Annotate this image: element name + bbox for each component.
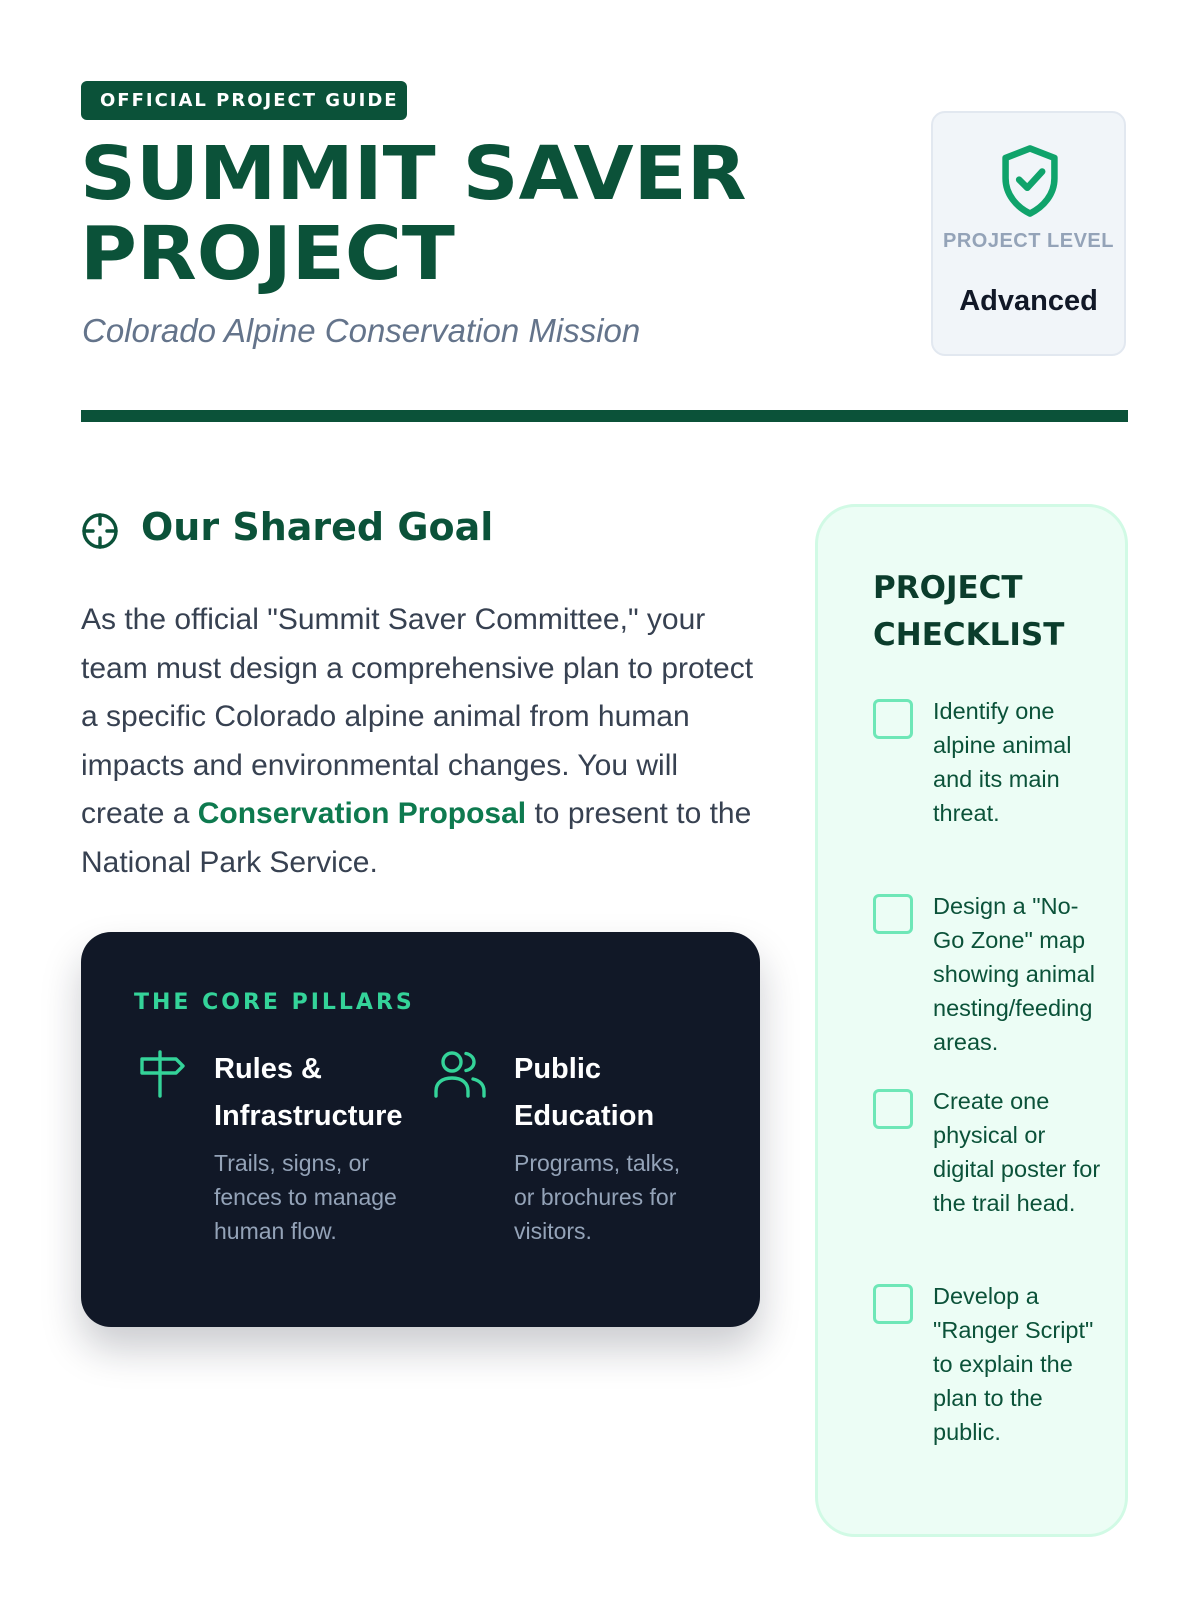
checkbox[interactable]: [873, 894, 913, 934]
pillar-title: Rules & Infrastructure: [214, 1053, 403, 1132]
signpost-icon: [134, 1048, 186, 1100]
header-divider: [81, 410, 1128, 422]
goal-text-end: to present to the National Park Service.: [81, 797, 752, 879]
core-pillars-title: THE CORE PILLARS: [134, 990, 415, 1015]
checklist-item-text: Create one physical or digital poster for the trail head.: [933, 1088, 1101, 1216]
shield-check-icon: [997, 143, 1063, 219]
goal-heading: Our Shared Goal: [141, 505, 494, 549]
guide-tag: OFFICIAL PROJECT GUIDE: [81, 81, 407, 120]
users-icon: [434, 1048, 486, 1100]
page-title-line-2: PROJECT: [80, 211, 455, 297]
pillar-description: Programs, talks, or brochures for visitors.: [514, 1150, 681, 1244]
target-icon: [80, 511, 120, 551]
page-title-line-1: SUMMIT SAVER: [80, 131, 747, 217]
checklist-item-text: Develop a "Ranger Script" to explain the plan to the public.: [933, 1283, 1094, 1445]
checkbox[interactable]: [873, 699, 913, 739]
project-level-value: Advanced: [959, 285, 1098, 317]
core-pillars-card: [81, 932, 760, 1327]
project-level-card: [931, 111, 1126, 356]
checklist-title: PROJECT CHECKLIST: [873, 570, 1065, 653]
project-checklist: [815, 504, 1128, 1537]
project-level-label: PROJECT LEVEL: [943, 230, 1114, 252]
checkbox[interactable]: [873, 1089, 913, 1129]
conservation-proposal-highlight: Conservation Proposal: [197, 797, 527, 830]
checklist-item-text: Design a "No-Go Zone" map showing animal nesting/feeding areas.: [933, 893, 1095, 1055]
pillar-title: Public Education: [514, 1053, 655, 1132]
page-title: [80, 131, 878, 297]
pillar-description: Trails, signs, or fences to manage human flow.: [214, 1150, 397, 1244]
checkbox[interactable]: [873, 1284, 913, 1324]
page-subtitle: Colorado Alpine Conservation Mission: [82, 312, 641, 349]
goal-description: [81, 596, 761, 887]
goal-text-start: As the official "Summit Saver Committee," your team must design a comprehensive plan to protect a specific Colorado alpine animal from human impacts and environmental changes. You will create a: [81, 603, 754, 830]
checklist-item-text: Identify one alpine animal and its main threat.: [933, 698, 1072, 826]
